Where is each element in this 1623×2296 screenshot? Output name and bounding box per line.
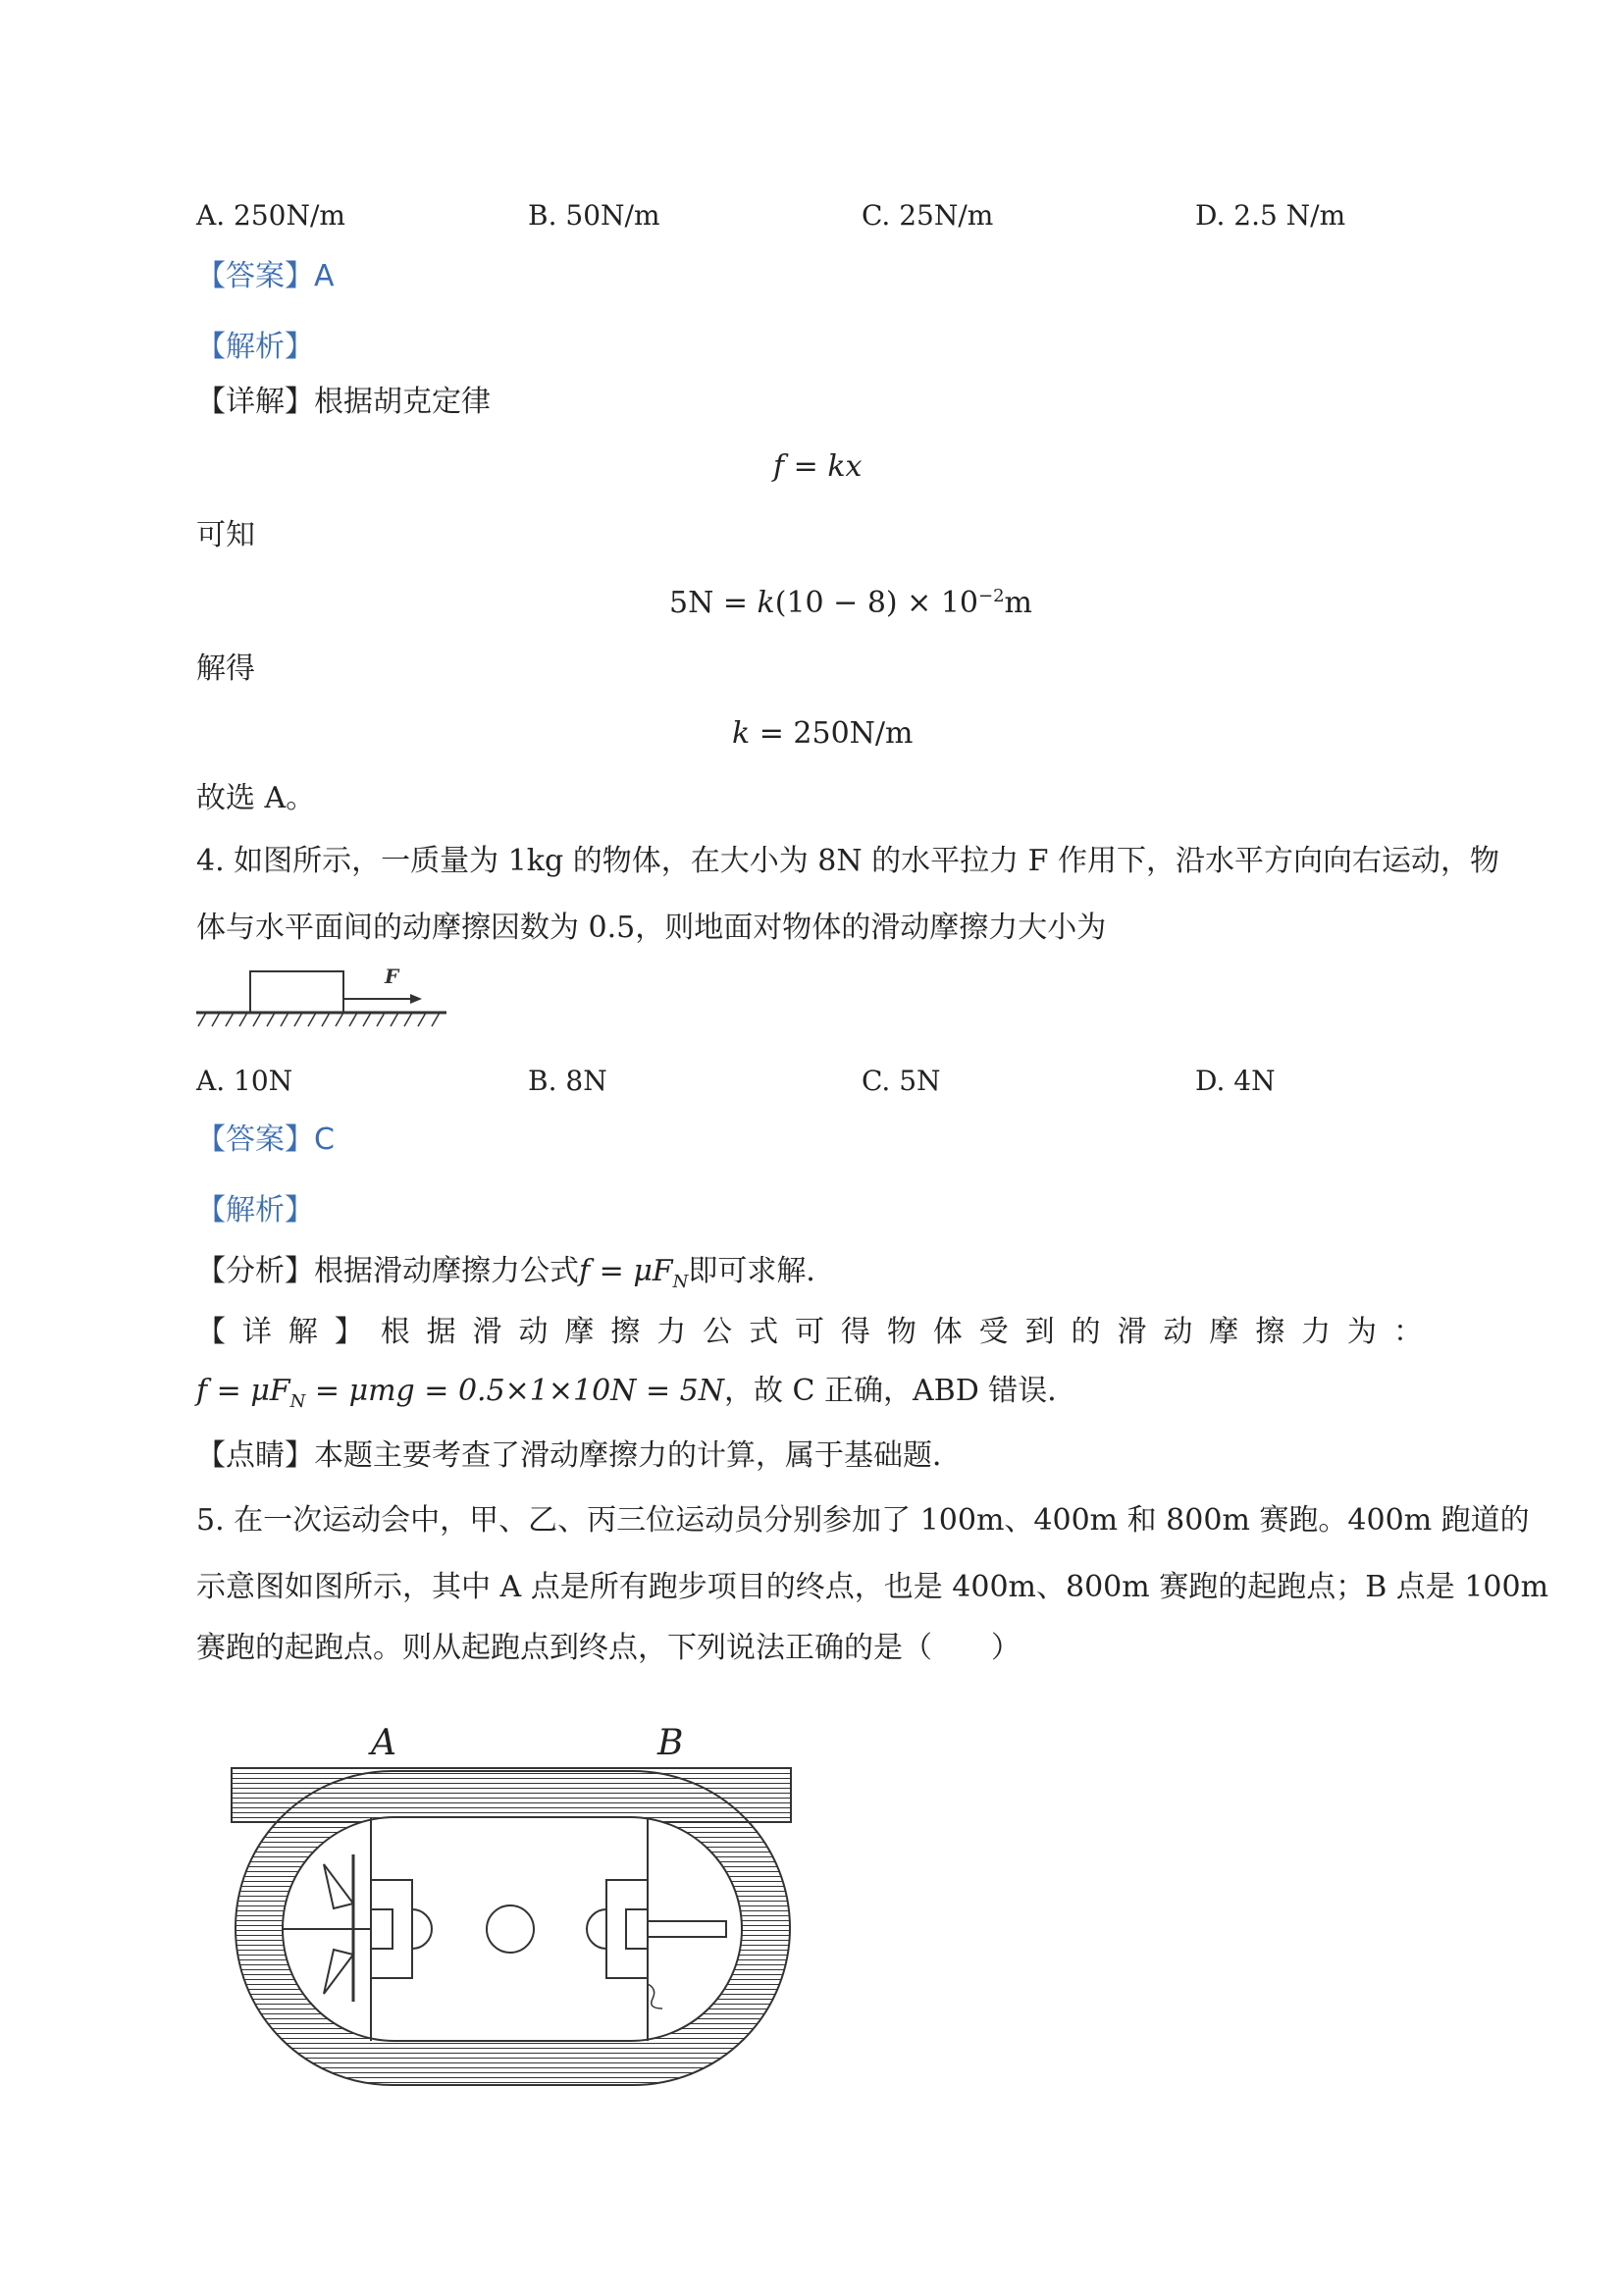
q4-fenxi — [196, 1252, 835, 1302]
dianjing-tag: 【点睛】 — [196, 1438, 314, 1473]
q5-stem-line1: 5. 在一次运动会中，甲、乙、丙三位运动员分别参加了 100m、400m 和 800m 赛跑。400m 跑道的 — [196, 1503, 1530, 1538]
q3-analysis-tag — [196, 328, 314, 367]
q3-option-d: D. 2.5 N/m — [1195, 199, 1346, 232]
q4-option-b: B. 8N — [528, 1065, 607, 1097]
q4-detail-formula-line — [196, 1372, 1076, 1422]
q3-option-c: C. 25N/m — [862, 199, 994, 232]
q4-stem-line1: 4. 如图所示，一质量为 1kg 的物体，在大小为 8N 的水平拉力 F 作用下，沿水平方向向右运动，物 — [196, 844, 1499, 878]
detail-tag: 【详解】 — [196, 385, 314, 419]
q3-solve: 解得 — [196, 652, 255, 686]
label-b: B — [657, 1723, 684, 1763]
detail-char: 擦 — [1255, 1315, 1285, 1349]
ground-hatching — [198, 1013, 440, 1026]
q3-answer — [196, 257, 335, 296]
detail-char: 摩 — [564, 1315, 595, 1349]
q3-know: 可知 — [196, 518, 255, 552]
force-arrowhead — [410, 994, 422, 1004]
q4-option-c: C. 5N — [862, 1065, 941, 1097]
detail-char: 解 — [288, 1315, 318, 1349]
q3-choose: 故选 A。 — [196, 781, 316, 815]
q4-block-figure — [196, 964, 461, 1034]
block-shape — [250, 971, 343, 1013]
detail-formula: f = μF — [196, 1374, 290, 1408]
detail-char: ： — [1392, 1315, 1423, 1349]
detail-char: 滑 — [1117, 1315, 1147, 1349]
detail-subscript: N — [289, 1391, 306, 1412]
analysis-tag: 【解析】 — [196, 330, 314, 364]
eq2-unit: m — [1004, 586, 1032, 620]
eq3-k: k — [732, 716, 751, 751]
fenxi-subscript: N — [672, 1272, 689, 1292]
eq2-mid: (10 − 8) × 10 — [774, 586, 978, 620]
left-goal-box — [371, 1909, 393, 1949]
q3-option-b: B. 50N/m — [528, 199, 660, 232]
eq2-k: k — [757, 586, 775, 620]
label-a: A — [371, 1723, 396, 1763]
answer-tag: 【答案】 — [196, 259, 314, 293]
q3-equation-substitution — [669, 577, 1032, 623]
q4-stem-line2: 体与水平面间的动摩擦因数为 0.5，则地面对物体的滑动摩擦力大小为 — [196, 911, 1107, 945]
q5-stem-line3: 赛跑的起跑点。则从起跑点到终点，下列说法正确的是（ ） — [196, 1631, 1021, 1665]
analysis-tag: 【解析】 — [196, 1193, 314, 1227]
fenxi-tag: 【分析】 — [196, 1254, 314, 1288]
q3-equation-result — [732, 714, 913, 754]
q4-analysis-tag — [196, 1191, 314, 1230]
eq2-left: 5N = — [669, 586, 758, 620]
dianjing-text: 本题主要考查了滑动摩擦力的计算，属于基础题． — [314, 1438, 962, 1473]
detail-char: 的 — [1071, 1315, 1101, 1349]
detail-char: 物 — [886, 1315, 916, 1349]
detail-char: 滑 — [472, 1315, 502, 1349]
q3-detail — [196, 383, 491, 422]
detail-char: 详 — [241, 1315, 272, 1349]
eq2-exponent: −2 — [978, 586, 1005, 606]
answer-value: C — [314, 1122, 335, 1157]
detail-char: 受 — [978, 1315, 1009, 1349]
detail-char: 动 — [1163, 1315, 1193, 1349]
q3-option-a: A. 250N/m — [196, 199, 345, 232]
detail-char: 公 — [703, 1315, 733, 1349]
q4-dianjing — [196, 1436, 962, 1476]
fenxi-text-post: 即可求解． — [688, 1254, 836, 1288]
detail-char: 力 — [656, 1315, 687, 1349]
q4-option-a: A. 10N — [196, 1065, 293, 1097]
q4-answer — [196, 1121, 335, 1160]
detail-char: 擦 — [610, 1315, 641, 1349]
detail-char: 到 — [1024, 1315, 1055, 1349]
right-goal-box — [626, 1909, 648, 1949]
answer-tag: 【答案】 — [196, 1122, 314, 1157]
detail-char: 根 — [380, 1315, 410, 1349]
detail-char: 体 — [932, 1315, 963, 1349]
detail-conclusion: ，故 C 正确，ABD 错误． — [723, 1374, 1077, 1408]
detail-char: 摩 — [1209, 1315, 1239, 1349]
right-runway — [648, 1921, 726, 1937]
fenxi-text-pre: 根据滑动摩擦力公式 — [314, 1254, 579, 1288]
detail-char: 为 — [1347, 1315, 1378, 1349]
q5-stem-line2: 示意图如图所示，其中 A 点是所有跑步项目的终点，也是 400m、800m 赛跑的起跑点；B 点是 100m — [196, 1570, 1549, 1604]
detail-char: 动 — [518, 1315, 549, 1349]
center-circle — [487, 1905, 534, 1953]
detail-char: 【 — [196, 1315, 226, 1349]
fenxi-formula: f = μF — [579, 1254, 673, 1288]
detail-formula-rest: = μmg = 0.5×1×10N = 5N — [305, 1374, 724, 1408]
detail-char: 】 — [334, 1315, 364, 1349]
detail-char: 力 — [1301, 1315, 1332, 1349]
detail-text: 根据胡克定律 — [314, 385, 491, 419]
detail-char: 得 — [840, 1315, 870, 1349]
q3-equation-hooke: f = kx — [773, 449, 863, 484]
eq3-right: = 250N/m — [750, 716, 914, 751]
detail-char: 据 — [426, 1315, 456, 1349]
force-label: F — [385, 965, 399, 988]
q4-detail-line — [196, 1313, 1423, 1352]
q4-option-d: D. 4N — [1195, 1065, 1276, 1097]
q5-track-figure — [226, 1707, 814, 2090]
answer-value: A — [314, 259, 335, 293]
detail-char: 式 — [749, 1315, 779, 1349]
detail-char: 可 — [794, 1315, 824, 1349]
